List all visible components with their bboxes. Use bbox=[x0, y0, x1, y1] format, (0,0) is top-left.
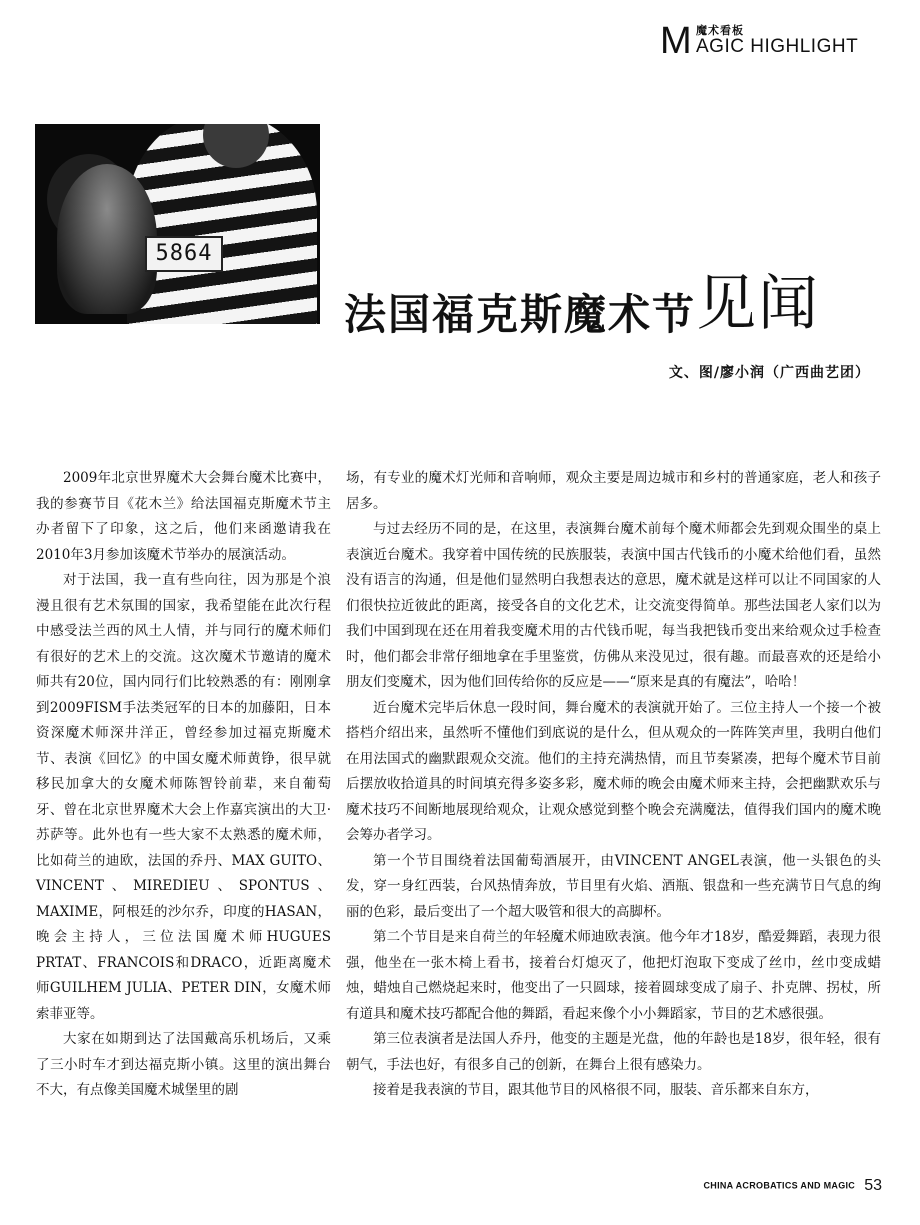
masthead-section-cn: 魔术看板 bbox=[696, 24, 744, 37]
article-title bbox=[344, 256, 884, 346]
masthead-initial: M bbox=[660, 20, 691, 62]
paragraph: 第一个节目围绕着法国葡萄酒展开，由VINCENT ANGEL表演，他一头银色的头发，穿一身红西装，台风热情奔放，节目里有火焰、酒瓶、银盘和一些充满节日气息的绚丽的色彩，最后变出了一个超大吸管和很大的高脚杯。 bbox=[346, 852, 881, 920]
woman-figure bbox=[57, 164, 157, 314]
paragraph: 大家在如期到达了法国戴高乐机场后，又乘了三小时车才到达福克斯小镇。这里的演出舞台不大，有点像美国魔术城堡里的剧 bbox=[36, 1031, 331, 1098]
paragraph: 近台魔术完毕后休息一段时间，舞台魔术的表演就开始了。三位主持人一个接一个被搭档介绍出来，虽然听不懂他们到底说的是什么，但从观众的一阵阵笑声里，我明白他们在用法国式的幽默跟观众交流。他们的主持充满热情，而且节奏紧凑，把每个魔术节目前后摆放收拾道具的时间填充得多姿多彩，魔术师的晚会由魔术师来主持，会把幽默欢乐与魔术技巧不间断地展现给观众，让观众感觉到整个晚会充满魔法，值得我们国内的魔术晚会筹办者学习。 bbox=[346, 699, 881, 843]
journal-name: CHINA ACROBATICS AND MAGIC bbox=[703, 1180, 856, 1191]
article-photo bbox=[35, 124, 320, 324]
number-sign: 5864 bbox=[145, 236, 223, 272]
paragraph: 第二个节目是来自荷兰的年轻魔术师迪欧表演。他今年才18岁，酷爱舞蹈，表现力很强，他坐在一张木椅上看书，接着台灯熄灭了，他把灯泡取下变成了丝巾，丝巾变成蜡烛，蜡烛自己燃烧起来时，他变出了一只圆球，接着圆球变成了扇子、扑克牌、拐杖，所有道具和魔术技巧都配合他的舞蹈，看起来像个小小舞蹈家，节目的艺术感很强。 bbox=[346, 929, 881, 1022]
paragraph-continuation: 场，有专业的魔术灯光师和音响师，观众主要是周边城市和乡村的普通家庭，老人和孩子居多。 bbox=[346, 470, 881, 512]
paragraph: 接着是我表演的节目，跟其他节目的风格很不同，服装、音乐都来自东方， bbox=[373, 1082, 819, 1098]
paragraph: 与过去经历不同的是，在这里，表演舞台魔术前每个魔术师都会先到观众围坐的桌上表演近台魔术。我穿着中国传统的民族服装，表演中国古代钱币的小魔术给他们看，虽然没有语言的沟通，但是他们显然明白我想表达的意思，魔术就是这样可以让不同国家的人们很快拉近彼此的距离，接受各自的文化艺术，让交流变得简单。那些法国老人家们以为我们中国到现在还在用着我变魔术用的古代钱币呢，每当我把钱币变出来给观众过手检查时，他们都会非常仔细地拿在手里鉴赏，仿佛从来没见过，很有趣。而最喜欢的还是给小朋友们变魔术，因为他们回传给你的反应是——“原来是真的有魔法”，哈哈！ bbox=[346, 521, 881, 690]
page-number: 53 bbox=[864, 1176, 882, 1194]
page-footer bbox=[703, 1175, 882, 1195]
right-column bbox=[346, 466, 881, 1104]
paragraph: 第三位表演者是法国人乔丹，他变的主题是光盘，他的年龄也是18岁，很年轻，很有朝气，手法也好，有很多自己的创新，在舞台上很有感染力。 bbox=[346, 1031, 881, 1073]
title-main: 法国福克斯魔术节 bbox=[344, 290, 697, 339]
masthead-section-en: AGIC HIGHLIGHT bbox=[696, 36, 859, 57]
paragraph: 2009年北京世界魔术大会舞台魔术比赛中，我的参赛节目《花木兰》给法国福克斯魔术节主办者留下了印象，这之后，他们来函邀请我在2010年3月参加该魔术节举办的展演活动。 bbox=[36, 470, 331, 563]
paragraph: 对于法国，我一直有些向往，因为那是个浪漫且很有艺术氛围的国家，我希望能在此次行程中感受法兰西的风土人情，并与同行的魔术师们有很好的艺术上的交流。这次魔术节邀请的魔术师共有20位，国内同行们比较熟悉的有：刚刚拿到2009FISM手法类冠军的日本的加藤阳，日本资深魔术师深井洋正，曾经参加过福克斯魔术节、表演《回忆》的中国女魔术师黄铮，很早就移民加拿大的女魔术师陈智铃前辈，来自葡萄牙、曾在北京世界魔术大会上作嘉宾演出的大卫·苏萨等。此外也有一些大家不太熟悉的魔术师，比如荷兰的迪欧，法国的乔丹、MAX GUITO、VINCENT、MIREDIEU、SPONTUS、MAXIME，阿根廷的沙尔乔，印度的HASAN，晚会主持人，三位法国魔术师HUGUES PRTAT、FRANCOIS和DRACO，近距离魔术师GUILHEM JULIA、PETER DIN，女魔术师索菲亚等。 bbox=[36, 572, 331, 1022]
magazine-masthead bbox=[660, 18, 860, 62]
title-accent: 见闻 bbox=[696, 269, 821, 339]
left-column bbox=[36, 466, 331, 1104]
byline: 文、图/廖小润（广西曲艺团） bbox=[668, 365, 870, 381]
